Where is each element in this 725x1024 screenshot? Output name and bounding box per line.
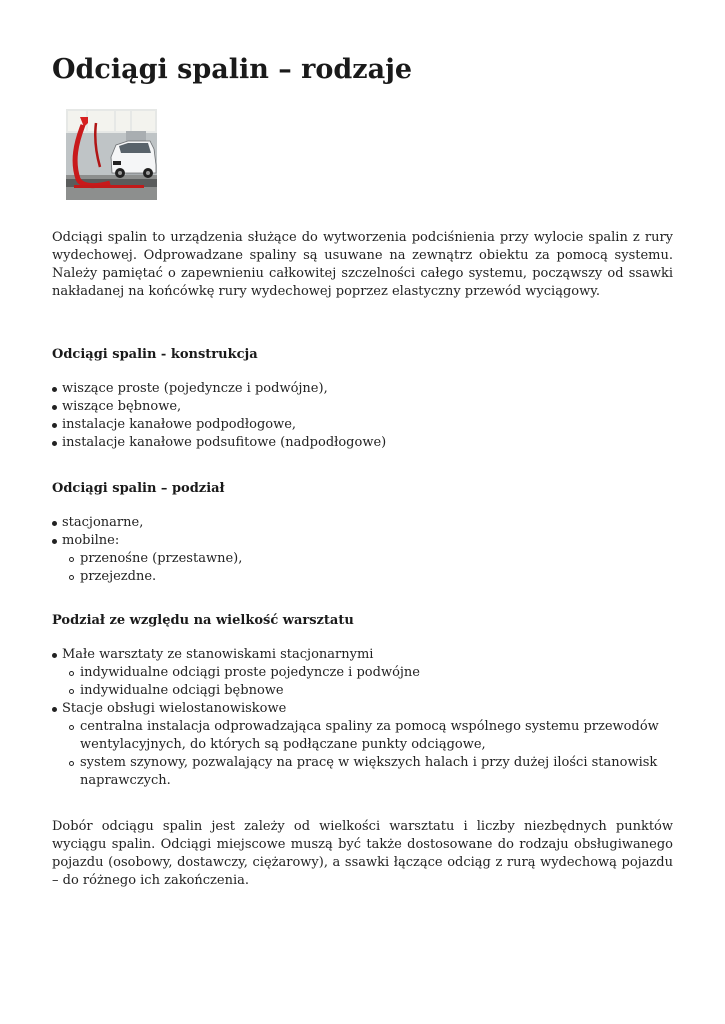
list-item: instalacje kanałowe podsufitowe (nadpodłogowe): [52, 434, 673, 452]
list-item: [52, 700, 673, 790]
list-item: instalacje kanałowe podpodłogowe,: [52, 416, 673, 434]
list-item-label: Stacje obsługi wielostanowiskowe: [62, 701, 287, 716]
sublist-item: indywidualne odciągi proste pojedyncze i podwójne: [62, 664, 673, 682]
list-item-label: mobilne:: [62, 533, 120, 548]
exhaust-extractor-photo: [66, 109, 157, 200]
section-heading-wielkosc-warsztatu: Podział ze względu na wielkość warsztatu: [52, 613, 354, 628]
list-item: wiszące proste (pojedyncze i podwójne),: [52, 380, 673, 398]
sublist-item: przenośne (przestawne),: [62, 550, 673, 568]
list-item: [52, 532, 673, 586]
sublist: [62, 664, 673, 700]
section-heading-konstrukcja: Odciągi spalin - konstrukcja: [52, 347, 258, 362]
section-heading-podzial: Odciągi spalin – podział: [52, 481, 225, 496]
closing-paragraph: Dobór odciągu spalin jest zależy od wielkości warsztatu i liczby niezbędnych punktów wyciągu spalin. Odciągi miejscowe muszą być także dostosowane do rodzaju obsługiwanego pojazdu (osobowy, dostawczy, ciężarowy), a ssawki łączące odciąg z rurą wydechową pojazdu – do różnego ich zakończenia.: [52, 819, 673, 888]
list-item-label: Małe warsztaty ze stanowiskami stacjonarnymi: [62, 647, 374, 662]
list-item: [52, 646, 673, 700]
intro-paragraph: Odciągi spalin to urządzenia służące do wytworzenia podciśnienia przy wylocie spalin z rury wydechowej. Odprowadzane spaliny są usuwane na zewnątrz obiektu za pomocą systemu. Należy pamiętać o zapewnieniu całkowitej szczelności całego systemu, począwszy od ssawki nakładanej na końcówkę rury wydechowej poprzez elastyczny przewód wyciągowy.: [52, 230, 673, 299]
list-item: wiszące bębnowe,: [52, 398, 673, 416]
sublist-item: centralna instalacja odprowadzająca spaliny za pomocą wspólnego systemu przewodów wentylacyjnych, do których są podłączane punkty odciągowe,: [62, 718, 673, 754]
page-title: Odciągi spalin – rodzaje: [52, 54, 413, 85]
sublist: [62, 718, 673, 790]
sublist: [62, 550, 673, 586]
list-podzial: [52, 514, 673, 586]
list-wielkosc-warsztatu: [52, 646, 673, 790]
sublist-item: przejezdne.: [62, 568, 673, 586]
list-item: stacjonarne,: [52, 514, 673, 532]
list-konstrukcja: [52, 380, 673, 452]
sublist-item: indywidualne odciągi bębnowe: [62, 682, 673, 700]
sublist-item: system szynowy, pozwalający na pracę w większych halach i przy dużej ilości stanowisk naprawczych.: [62, 754, 673, 790]
